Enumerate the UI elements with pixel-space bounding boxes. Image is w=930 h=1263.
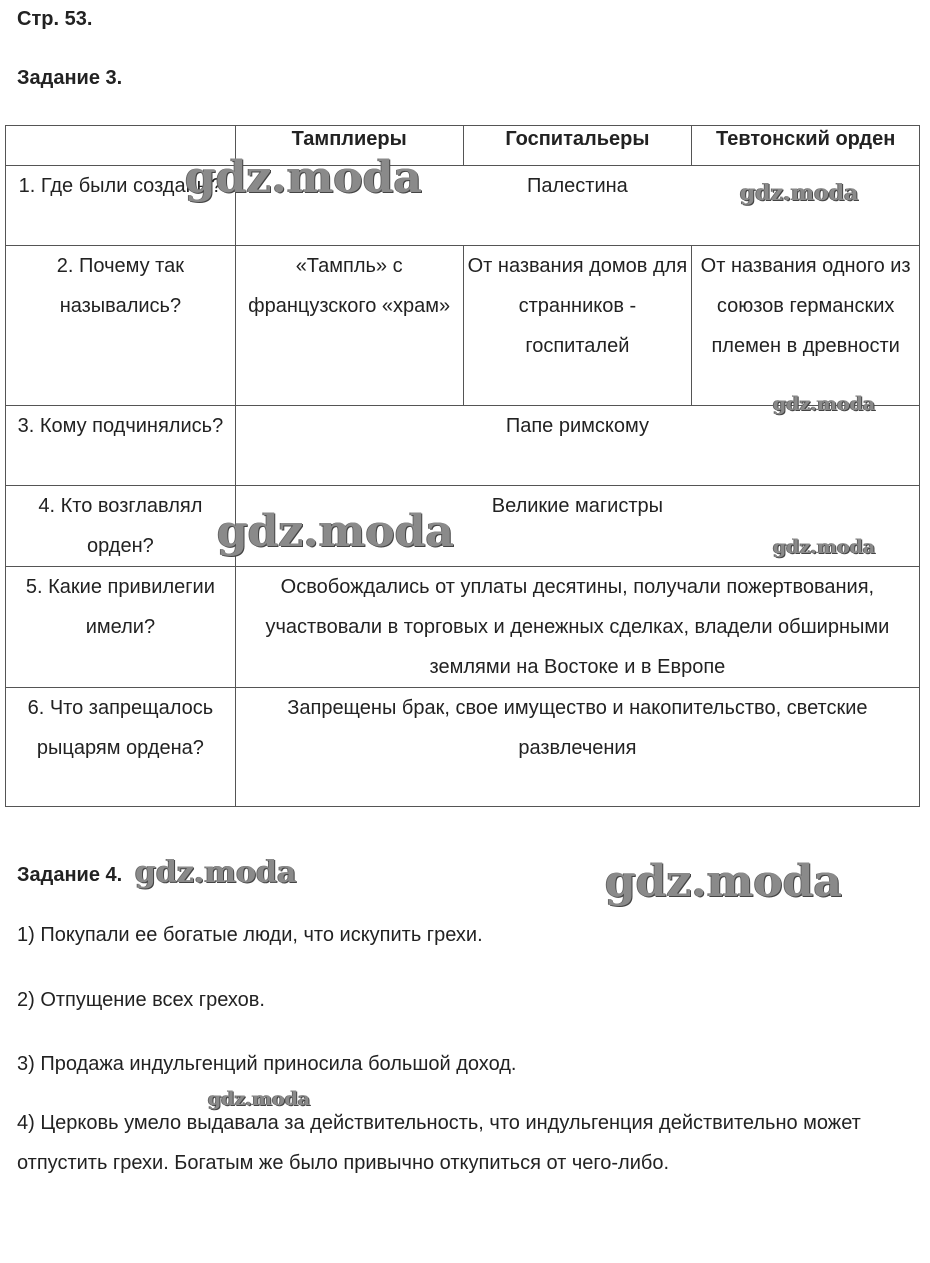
merged-answer-cell: Запрещены брак, свое имущество и накопительство, светские развлечения [235,688,919,807]
task4-answer-1: 1) Покупали ее богатые люди, что искупить грехи. [17,924,483,946]
header-empty-cell [6,126,236,166]
watermark: gdz.moda [740,180,859,206]
watermark: gdz.moda [135,855,297,890]
page-heading: Стр. 53. [17,8,93,30]
task4-answer-4: 4) Церковь умело выдавала за действительность, что индульгенция действительно может отпустить грехи. Богатым же было привычно откупиться от чего-либо. [17,1112,861,1174]
table-row [6,166,920,246]
table-row [6,567,920,688]
question-cell: 6. Что запрещалось рыцарям ордена? [6,688,236,807]
question-cell: 5. Какие привилегии имели? [6,567,236,688]
table-header-row [6,126,920,166]
table-row [6,688,920,807]
merged-answer-cell: Освобождались от уплаты десятины, получали пожертвования, участвовали в торговых и денежных сделках, владели обширными землями на Востоке и в Европе [235,567,919,688]
watermark: gdz.moda [773,393,876,415]
watermark: gdz.moda [208,1088,311,1110]
merged-answer-cell: Папе римскому [235,406,919,486]
header-hospitallers: Госпитальеры [463,126,692,166]
teutonic-answer-cell: От названия одного из союзов германских племен в древности [692,246,920,406]
task4-answer-3: 3) Продажа индульгенций приносила большой доход. [17,1053,517,1075]
watermark: gdz.moda [217,506,455,557]
table-row [6,246,920,406]
task3-heading: Задание 3. [17,67,123,89]
task4-heading: Задание 4. [17,864,123,886]
orders-table [5,125,920,807]
question-cell: 3. Кому подчинялись? [6,406,236,486]
watermark: gdz.moda [773,536,876,558]
table-row [6,406,920,486]
header-teutonic-order: Тевтонский орден [692,126,920,166]
question-cell: 4. Кто возглавлял орден? [6,486,236,567]
watermark: gdz.moda [185,152,423,203]
question-cell: 1. Где были созданы? [6,166,236,246]
question-cell: 2. Почему так назывались? [6,246,236,406]
templars-answer-cell: «Тампль» с французского «храм» [235,246,463,406]
hospitallers-answer-cell: От названия домов для странников - госпиталей [463,246,692,406]
watermark: gdz.moda [605,856,843,907]
merged-answer-cell: Великие магистры [235,486,919,567]
task4-answer-2: 2) Отпущение всех грехов. [17,989,265,1011]
table-row [6,486,920,567]
header-templars: Тамплиеры [235,126,463,166]
merged-answer-cell: Палестина [235,166,919,246]
